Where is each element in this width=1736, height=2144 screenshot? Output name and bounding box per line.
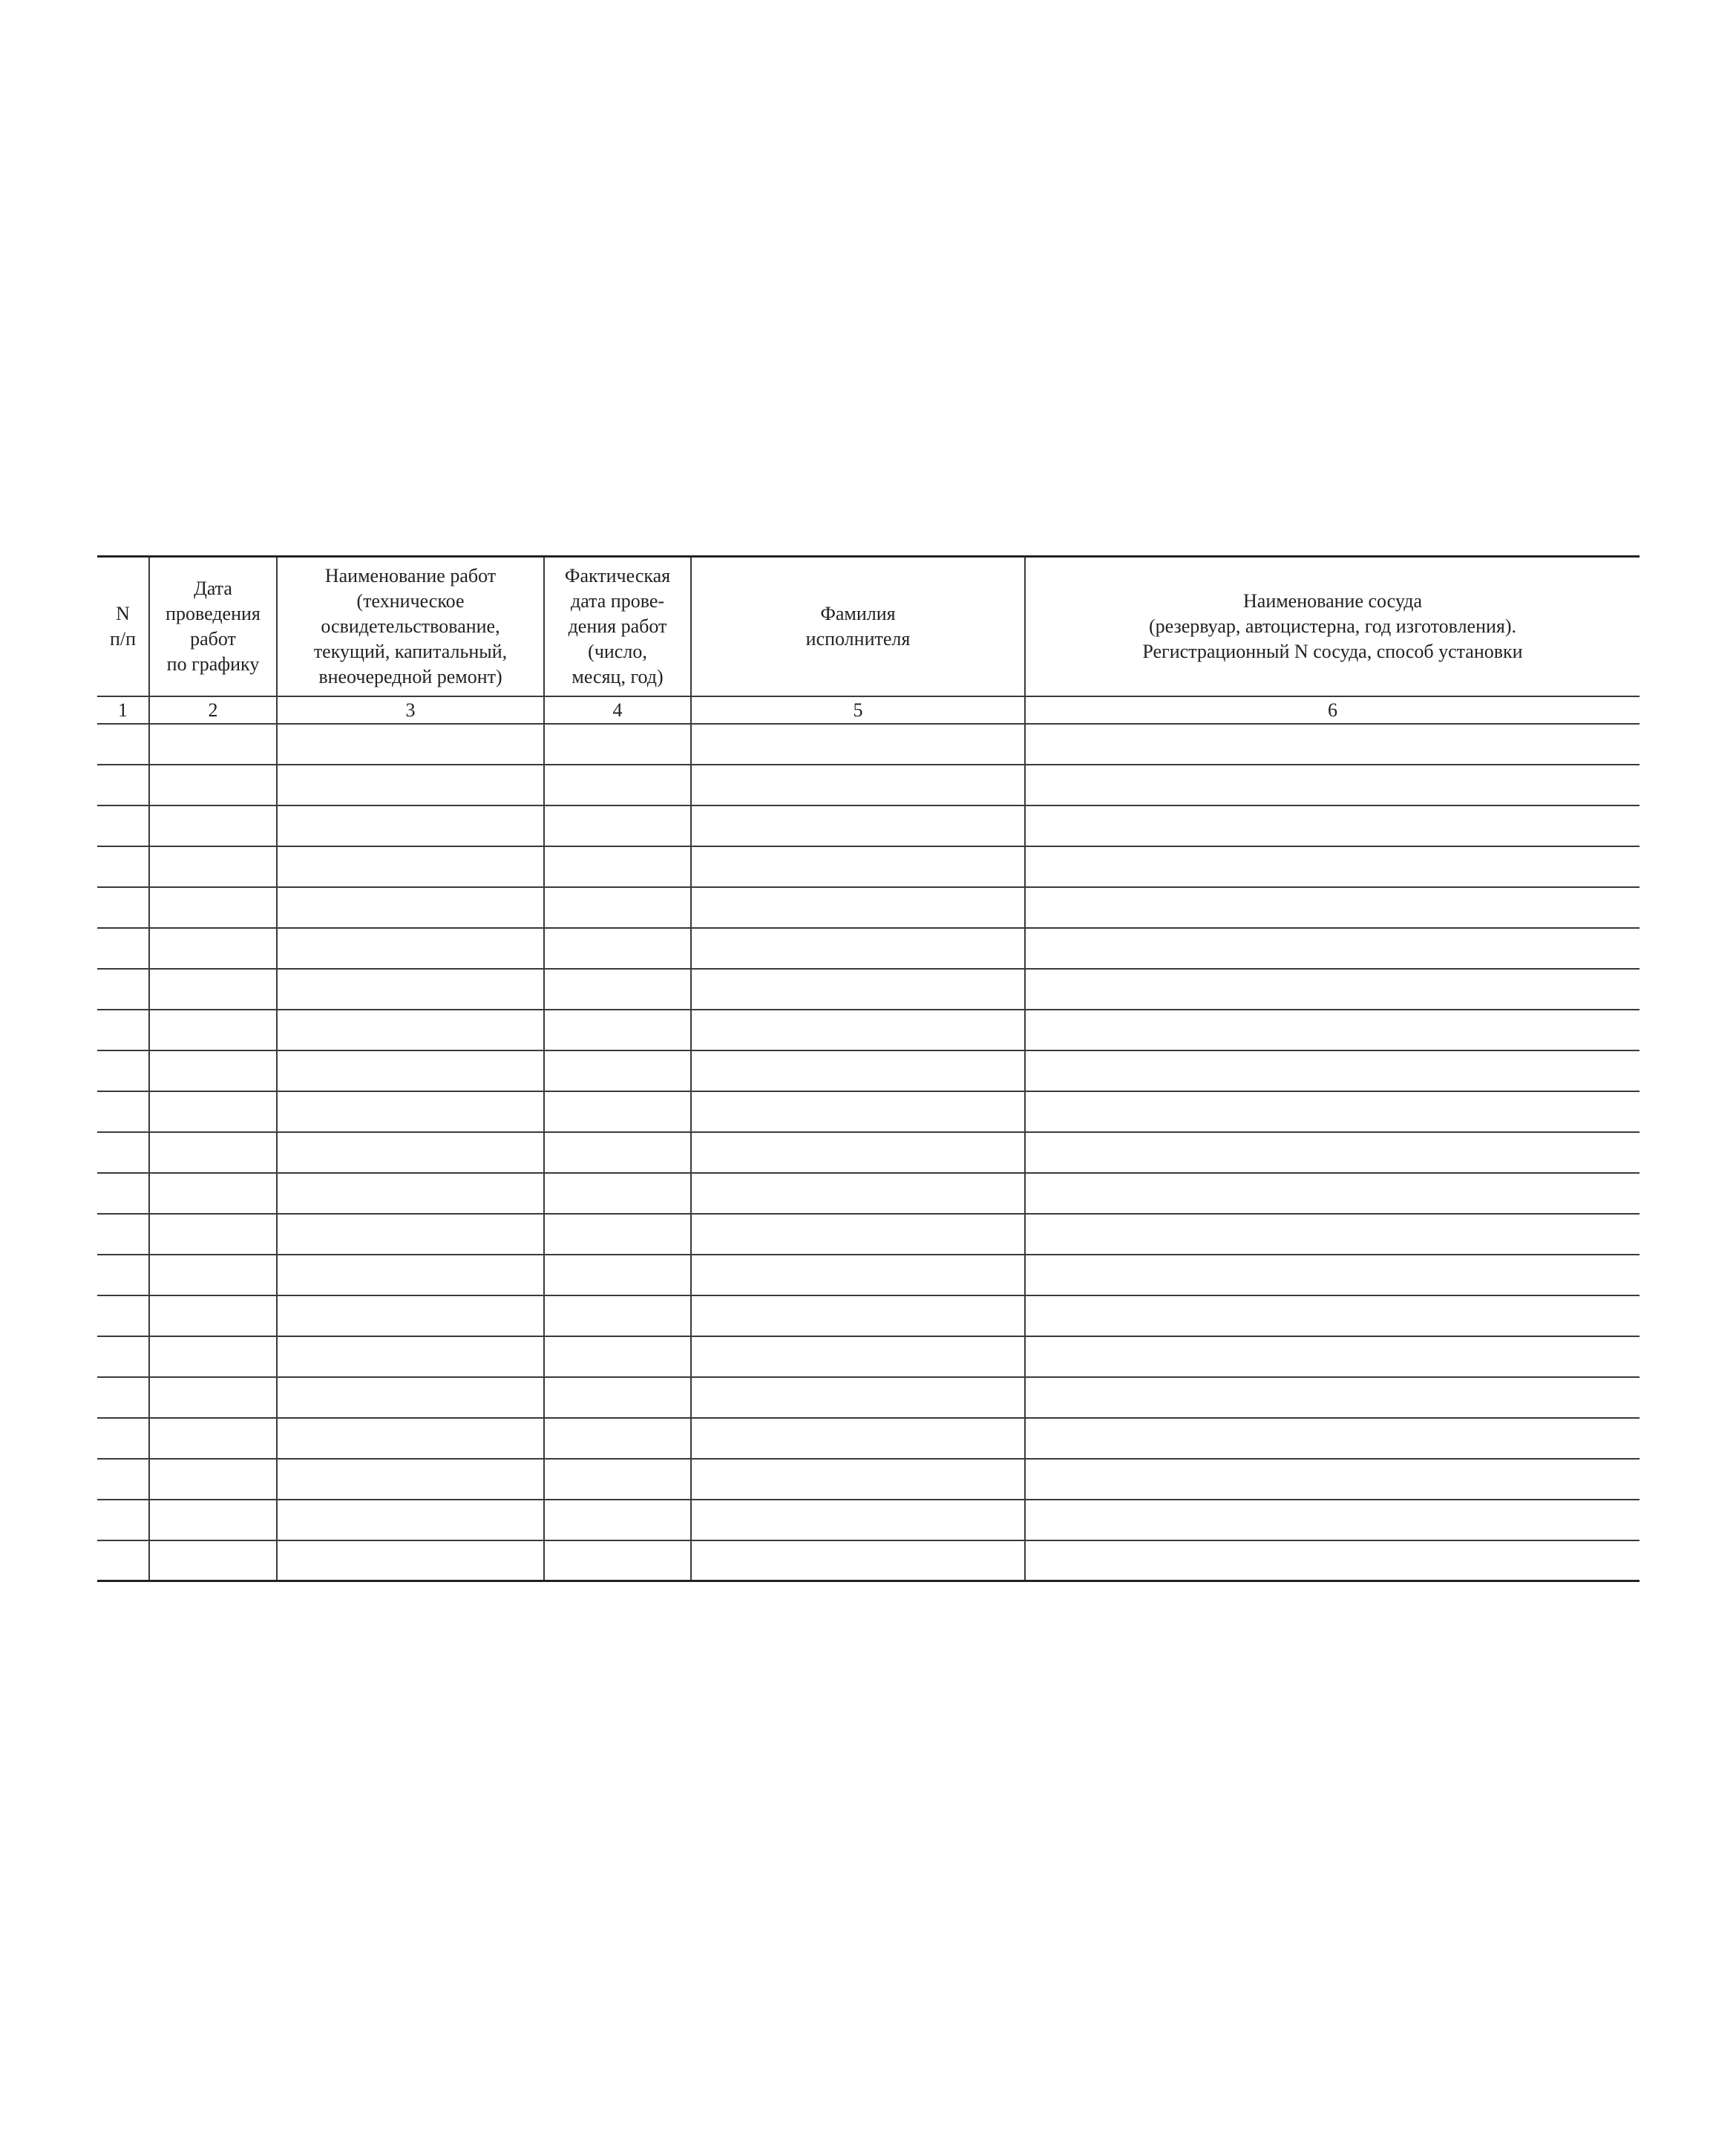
- table-cell: [277, 1418, 544, 1459]
- table-cell: [691, 1091, 1025, 1132]
- table-cell: [544, 1377, 691, 1418]
- table-cell: [149, 1255, 277, 1295]
- vessel-maintenance-log-table: [97, 555, 1640, 1582]
- table-cell: [1025, 805, 1640, 846]
- table-cell: [97, 1255, 149, 1295]
- table-row: [97, 1336, 1640, 1377]
- table-cell: [97, 928, 149, 969]
- table-cell: [544, 1132, 691, 1173]
- table-cell: [1025, 1295, 1640, 1336]
- table-cell: [1025, 1255, 1640, 1295]
- table-row: [97, 928, 1640, 969]
- table-cell: [544, 1295, 691, 1336]
- table-cell: [97, 1500, 149, 1540]
- table-cell: [1025, 1132, 1640, 1173]
- table-cell: [277, 1091, 544, 1132]
- table-cell: [544, 1010, 691, 1050]
- table-cell: [149, 805, 277, 846]
- table-cell: [97, 1214, 149, 1255]
- table-row: [97, 1214, 1640, 1255]
- table-row: [97, 1173, 1640, 1214]
- table-cell: [544, 928, 691, 969]
- header-line: проведения: [166, 602, 261, 624]
- table-cell: [149, 1336, 277, 1377]
- table-cell: [149, 846, 277, 887]
- header-row-number: [97, 557, 149, 696]
- table-cell: [691, 846, 1025, 887]
- table-cell: [149, 928, 277, 969]
- table-cell: [149, 1050, 277, 1091]
- header-line: исполнителя: [805, 627, 911, 650]
- table-cell: [149, 1540, 277, 1581]
- table-cell: [1025, 887, 1640, 928]
- table-row: [97, 724, 1640, 765]
- table-cell: [1025, 1091, 1640, 1132]
- header-line: месяц, год): [571, 665, 664, 687]
- table-cell: [544, 887, 691, 928]
- table-cell: [149, 1010, 277, 1050]
- table-cell: [277, 765, 544, 805]
- header-line: Фамилия: [820, 602, 896, 624]
- table-row: [97, 805, 1640, 846]
- table-cell: [277, 1255, 544, 1295]
- table-cell: [544, 1214, 691, 1255]
- table-cell: [97, 1295, 149, 1336]
- header-line: работ: [190, 627, 236, 650]
- header-line: (техническое: [356, 589, 465, 612]
- table-cell: [691, 1336, 1025, 1377]
- header-line: Регистрационный N сосуда, способ установки: [1142, 640, 1523, 662]
- table-cell: [97, 765, 149, 805]
- table-cell: [691, 1540, 1025, 1581]
- table-cell: [149, 1132, 277, 1173]
- table-cell: [691, 1214, 1025, 1255]
- table-cell: [1025, 1050, 1640, 1091]
- header-line: Наименование сосуда: [1243, 589, 1422, 612]
- table-cell: [97, 805, 149, 846]
- table-cell: [149, 765, 277, 805]
- table-cell: [691, 1459, 1025, 1500]
- table-cell: [97, 1418, 149, 1459]
- table-cell: [149, 1295, 277, 1336]
- table-cell: [277, 1377, 544, 1418]
- table-cell: [1025, 1500, 1640, 1540]
- table-cell: [691, 1418, 1025, 1459]
- table-cell: [691, 805, 1025, 846]
- table-cell: [544, 846, 691, 887]
- table-cell: [97, 969, 149, 1010]
- table-cell: [544, 765, 691, 805]
- column-number: 5: [691, 696, 1025, 724]
- table-cell: [1025, 1377, 1640, 1418]
- table-cell: [544, 805, 691, 846]
- table-cell: [277, 805, 544, 846]
- table-row: [97, 887, 1640, 928]
- table-cell: [149, 1418, 277, 1459]
- table-cell: [1025, 1173, 1640, 1214]
- table-cell: [691, 1173, 1025, 1214]
- table-row: [97, 1459, 1640, 1500]
- table-row: [97, 1540, 1640, 1581]
- table-cell: [277, 1540, 544, 1581]
- table-cell: [277, 887, 544, 928]
- table-cell: [277, 1459, 544, 1500]
- header-row: [97, 557, 1640, 696]
- table-cell: [149, 1459, 277, 1500]
- table-cell: [691, 1500, 1025, 1540]
- table-cell: [691, 1255, 1025, 1295]
- table-cell: [277, 1295, 544, 1336]
- header-line: текущий, капитальный,: [313, 640, 508, 662]
- table-cell: [97, 1173, 149, 1214]
- header-line: (резервуар, автоцистерна, год изготовления).: [1148, 615, 1517, 637]
- table-cell: [1025, 724, 1640, 765]
- table-cell: [277, 1010, 544, 1050]
- table-cell: [277, 1500, 544, 1540]
- table-cell: [544, 1255, 691, 1295]
- header-line: по графику: [166, 653, 260, 675]
- table-row: [97, 1295, 1640, 1336]
- header-line: внеочередной ремонт): [318, 665, 502, 687]
- table-cell: [97, 1132, 149, 1173]
- table-cell: [1025, 846, 1640, 887]
- table-cell: [277, 1173, 544, 1214]
- header-actual-date: [544, 557, 691, 696]
- table-cell: [277, 928, 544, 969]
- table-cell: [691, 1010, 1025, 1050]
- table-cell: [544, 1050, 691, 1091]
- table-cell: [97, 1336, 149, 1377]
- table-cell: [691, 724, 1025, 765]
- table-row: [97, 1500, 1640, 1540]
- table-row: [97, 765, 1640, 805]
- table-row: [97, 1132, 1640, 1173]
- table-cell: [149, 1173, 277, 1214]
- header-line: освидетельствование,: [321, 615, 500, 637]
- table-cell: [277, 1132, 544, 1173]
- table-cell: [97, 1377, 149, 1418]
- header-performer-surname: [691, 557, 1025, 696]
- table-cell: [149, 1377, 277, 1418]
- table-cell: [544, 1540, 691, 1581]
- table-row: [97, 1255, 1640, 1295]
- table-cell: [544, 1459, 691, 1500]
- table-cell: [691, 1050, 1025, 1091]
- table-cell: [149, 969, 277, 1010]
- table-cell: [97, 1540, 149, 1581]
- table-cell: [149, 1091, 277, 1132]
- table-cell: [1025, 1214, 1640, 1255]
- table-cell: [1025, 969, 1640, 1010]
- table-row: [97, 1377, 1640, 1418]
- table-cell: [544, 969, 691, 1010]
- table-cell: [691, 1377, 1025, 1418]
- header-line: дения работ: [568, 615, 667, 637]
- table-cell: [1025, 1418, 1640, 1459]
- table-cell: [277, 846, 544, 887]
- table-cell: [544, 1091, 691, 1132]
- table-row: [97, 1010, 1640, 1050]
- table-cell: [277, 724, 544, 765]
- table-cell: [691, 928, 1025, 969]
- header-line: Наименование работ: [324, 564, 497, 586]
- table-cell: [544, 1173, 691, 1214]
- column-number: 6: [1025, 696, 1640, 724]
- table-row: [97, 1050, 1640, 1091]
- header-line: Дата: [194, 577, 232, 599]
- table-cell: [277, 969, 544, 1010]
- table-cell: [691, 969, 1025, 1010]
- column-number: 2: [149, 696, 277, 724]
- header-line: N: [116, 602, 130, 624]
- table-cell: [544, 1336, 691, 1377]
- column-number: 3: [277, 696, 544, 724]
- column-number: 4: [544, 696, 691, 724]
- table-cell: [691, 887, 1025, 928]
- table-cell: [691, 1295, 1025, 1336]
- column-number-row: [97, 696, 1640, 724]
- table-row: [97, 1418, 1640, 1459]
- table-cell: [691, 1132, 1025, 1173]
- table-cell: [97, 724, 149, 765]
- table-row: [97, 1091, 1640, 1132]
- header-scheduled-date: [149, 557, 277, 696]
- table-cell: [544, 1418, 691, 1459]
- table-cell: [544, 724, 691, 765]
- table-row: [97, 969, 1640, 1010]
- table-cell: [277, 1336, 544, 1377]
- table-cell: [1025, 928, 1640, 969]
- table-cell: [1025, 765, 1640, 805]
- table-cell: [149, 724, 277, 765]
- table-row: [97, 846, 1640, 887]
- header-line: дата прове-: [570, 589, 665, 612]
- column-number: 1: [97, 696, 149, 724]
- table-cell: [277, 1214, 544, 1255]
- table-cell: [149, 1500, 277, 1540]
- table-cell: [97, 1010, 149, 1050]
- header-line: (число,: [588, 640, 647, 662]
- table-cell: [544, 1500, 691, 1540]
- table-cell: [1025, 1010, 1640, 1050]
- table-cell: [149, 1214, 277, 1255]
- table-cell: [97, 846, 149, 887]
- table-cell: [277, 1050, 544, 1091]
- header-vessel-name: [1025, 557, 1640, 696]
- header-line: п/п: [109, 627, 137, 650]
- table-cell: [149, 887, 277, 928]
- table-cell: [1025, 1336, 1640, 1377]
- table-cell: [97, 1459, 149, 1500]
- table-cell: [1025, 1540, 1640, 1581]
- header-work-name: [277, 557, 544, 696]
- table-cell: [97, 1050, 149, 1091]
- table-cell: [97, 887, 149, 928]
- table-cell: [691, 765, 1025, 805]
- table-cell: [97, 1091, 149, 1132]
- header-line: Фактическая: [564, 564, 671, 586]
- table-cell: [1025, 1459, 1640, 1500]
